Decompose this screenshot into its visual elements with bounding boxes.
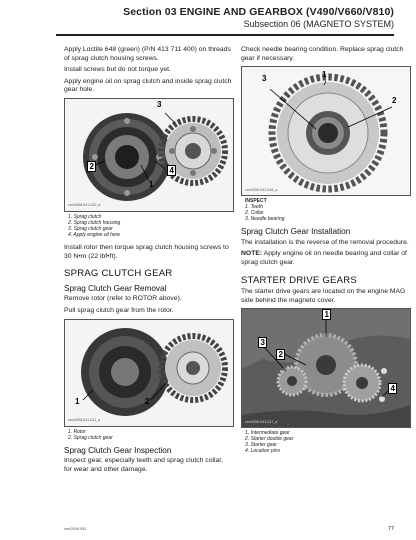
callout-2: 2 [145,396,150,406]
figure-starter-gears [241,308,411,428]
legend-title: INSPECT [245,198,267,205]
paragraph: Remove rotor (refer to ROTOR above). [64,295,182,303]
section-heading: STARTER DRIVE GEARS [241,274,357,286]
legend-item: 2. Sprag clutch gear [68,434,113,441]
legend-item: 1. Sprag clutch [68,213,102,220]
legend-item: 4. Apply engine oil here [68,231,121,238]
figure-sprag-clutch [64,98,234,212]
paragraph: Inspect gear, especially teeth and sprag clutch collar, for wear and other damage. [64,457,224,473]
figure-inspect-gear [241,66,411,196]
paragraph: The starter drive gears are located on the engine MAG side behind the magneto cover. [241,288,406,304]
figure-legend [68,429,232,441]
sprag-clutch-illustration [65,99,233,211]
callout-4: 4 [167,165,176,176]
legend-item: 3. Starter gear [245,442,277,449]
figure-code: vmr2008-041-016_a [245,187,278,192]
paragraph: Check needle bearing condition. Replace sprag clutch gear if necessary. [241,46,404,62]
callout-1: 1 [322,309,331,320]
callout-2: 2 [392,96,397,106]
page-number: 77 [387,526,394,532]
left-column [64,46,232,477]
callout-1: 1 [149,179,154,189]
page-header [56,6,394,29]
callout-4: 4 [388,383,397,394]
legend-item: 1. Intermediate gear [245,430,290,437]
paragraph: The installation is the reverse of the removal procedure. [241,238,409,246]
document-code: vmr2008-051 [64,527,87,531]
figure-code: vmr2008-041-010_a [68,203,101,208]
figure-code: vmr2008-041-017_a [245,419,278,424]
subsection-title: Subsection 06 (MAGNETO SYSTEM) [243,19,394,29]
legend-item: 4. Location pins [245,448,281,455]
section-title: Section 03 ENGINE AND GEARBOX (V490/V660/V810) [123,6,394,18]
section-heading: SPRAG CLUTCH GEAR [64,268,173,280]
paragraph: Apply Loctite 648 (green) (P/N 413 711 400) on threads of sprag clutch housing screws. [64,46,231,62]
callout-1: 1 [75,396,80,406]
paragraph: Apply engine oil on sprag clutch and inside sprag clutch gear hole. [64,77,232,94]
legend-item: 2. Starter double gear [245,436,294,443]
header-rule [56,34,394,36]
callout-3: 3 [258,337,267,348]
paragraph: Install screws but do not torque yet. [64,66,171,74]
subsection-heading: Sprag Clutch Gear Installation [241,227,351,237]
legend-item: 1. Teeth [245,204,263,211]
callout-2: 2 [276,349,285,360]
figure-code: vmr2008-041-011_a [68,417,101,422]
legend-item: 3. Sprag clutch gear [68,225,113,232]
note: NOTE: Apply engine oil on needle bearing and collar of sprag clutch gear. [241,250,407,266]
callout-3: 3 [157,99,162,109]
figure-legend [245,198,409,222]
subsection-heading: Sprag Clutch Gear Inspection [64,445,172,455]
callout-3: 3 [262,74,267,84]
paragraph: Install rotor then torque sprag clutch housing screws to 30 N•m (22 lbf•ft). [64,243,229,260]
legend-item: 1. Rotor [68,428,86,435]
right-column [241,46,409,460]
gear-inspect-illustration [242,67,410,195]
legend-item: 2. Collar [245,210,264,217]
figure-rotor-gear [64,319,234,427]
figure-legend [68,214,232,238]
figure-legend [245,430,409,454]
callout-2: 2 [87,161,96,172]
legend-item: 2. Sprag clutch housing [68,219,121,226]
paragraph: Pull sprag clutch gear from the rotor. [64,306,174,314]
legend-item: 3. Needle bearing [245,216,285,223]
callout-1: 1 [322,70,327,80]
rotor-gear-illustration [65,320,233,426]
subsection-heading: Sprag Clutch Gear Removal [64,283,167,293]
starter-gears-illustration [242,309,410,427]
